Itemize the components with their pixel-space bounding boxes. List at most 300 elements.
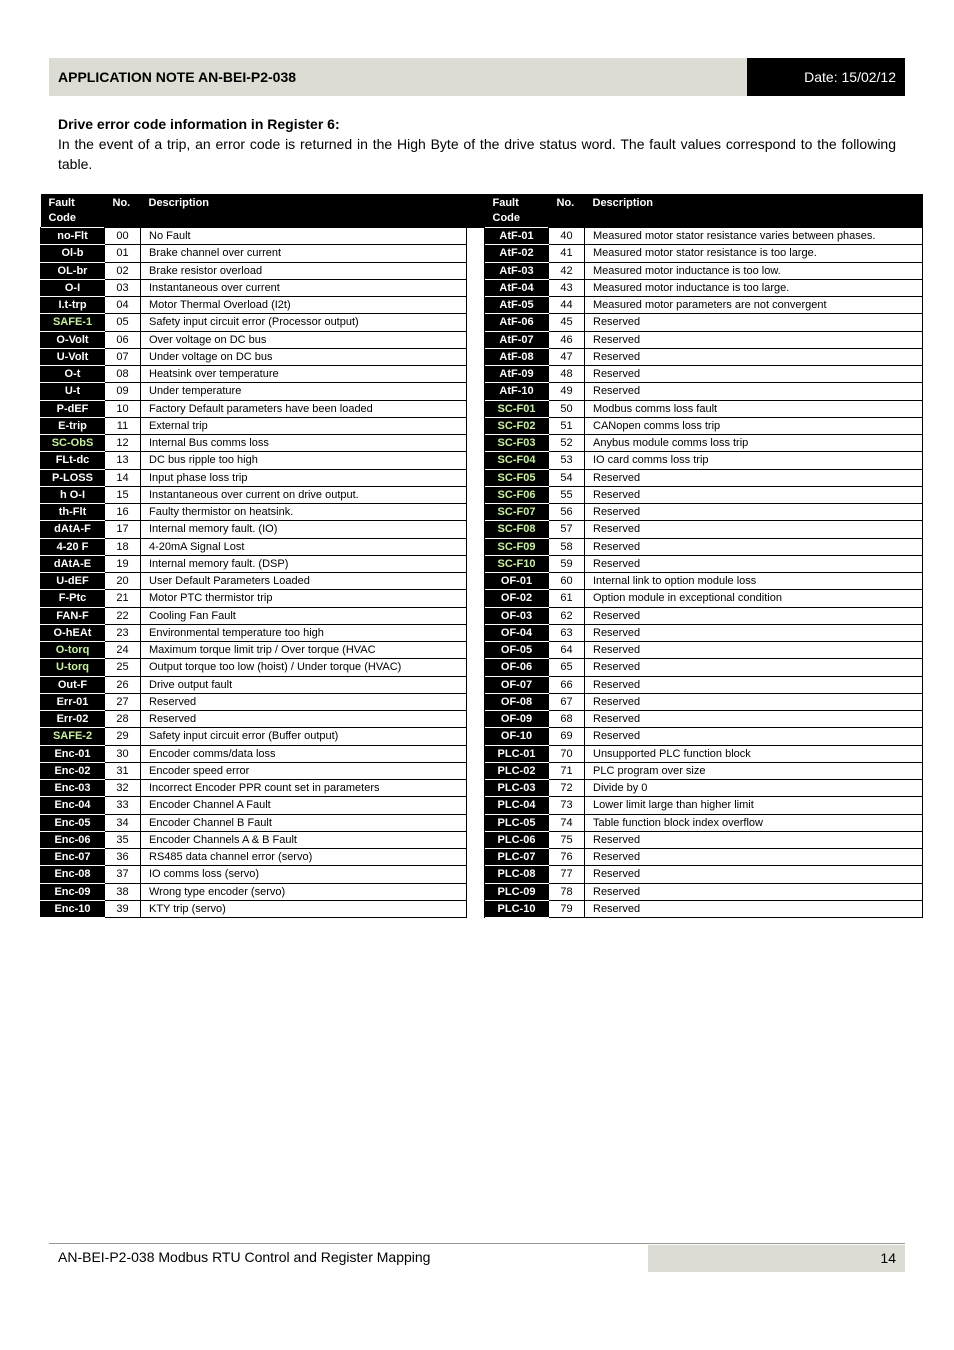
column-gap	[467, 228, 485, 245]
fault-number: 53	[549, 452, 585, 469]
fault-number: 39	[105, 900, 141, 917]
table-row	[41, 693, 923, 710]
column-gap	[467, 435, 485, 452]
table-row	[41, 297, 923, 314]
fault-code: dAtA-F	[41, 521, 105, 538]
fault-code: O-hEAt	[41, 624, 105, 641]
fault-description: Reserved	[585, 504, 923, 521]
fault-description: Instantaneous over current on drive output.	[141, 486, 467, 503]
fault-description: Motor PTC thermistor trip	[141, 590, 467, 607]
fault-number: 09	[105, 383, 141, 400]
fault-number: 33	[105, 797, 141, 814]
fault-code: SC-F08	[485, 521, 549, 538]
fault-code: PLC-08	[485, 866, 549, 883]
fault-number: 62	[549, 607, 585, 624]
fault-code: th-Flt	[41, 504, 105, 521]
header-no: No.	[105, 194, 141, 228]
column-gap	[467, 504, 485, 521]
fault-number: 30	[105, 745, 141, 762]
fault-description: Reserved	[585, 883, 923, 900]
fault-table-body	[41, 228, 923, 918]
fault-code: OF-08	[485, 693, 549, 710]
column-gap	[467, 900, 485, 917]
fault-number: 10	[105, 400, 141, 417]
fault-description: Safety input circuit error (Processor output)	[141, 314, 467, 331]
header-description: Description	[585, 194, 923, 228]
fault-number: 23	[105, 624, 141, 641]
fault-code: h O-I	[41, 486, 105, 503]
fault-number: 51	[549, 417, 585, 434]
table-row	[41, 348, 923, 365]
fault-code: Enc-02	[41, 762, 105, 779]
fault-number: 08	[105, 366, 141, 383]
fault-description: Divide by 0	[585, 780, 923, 797]
fault-number: 55	[549, 486, 585, 503]
fault-number: 67	[549, 693, 585, 710]
fault-code: Err-01	[41, 693, 105, 710]
fault-description: Brake resistor overload	[141, 262, 467, 279]
fault-number: 59	[549, 555, 585, 572]
fault-code: PLC-06	[485, 831, 549, 848]
fault-description: Reserved	[585, 900, 923, 917]
column-gap	[467, 486, 485, 503]
fault-description: Reserved	[585, 486, 923, 503]
column-gap	[467, 745, 485, 762]
fault-number: 60	[549, 573, 585, 590]
fault-code: PLC-10	[485, 900, 549, 917]
table-row	[41, 245, 923, 262]
column-gap	[467, 659, 485, 676]
footer-divider	[49, 1243, 905, 1244]
fault-code: Enc-05	[41, 814, 105, 831]
fault-number: 58	[549, 538, 585, 555]
page-number: 14	[648, 1245, 905, 1272]
fault-number: 03	[105, 279, 141, 296]
fault-code: Enc-06	[41, 831, 105, 848]
fault-number: 19	[105, 555, 141, 572]
intro-paragraph: In the event of a trip, an error code is returned in the High Byte of the drive status word. The fault values correspond to the following table.	[58, 136, 896, 172]
fault-number: 57	[549, 521, 585, 538]
column-gap	[467, 590, 485, 607]
fault-description: Drive output fault	[141, 676, 467, 693]
fault-code: AtF-08	[485, 348, 549, 365]
column-gap	[467, 573, 485, 590]
fault-code: Ol-b	[41, 245, 105, 262]
fault-description: Cooling Fan Fault	[141, 607, 467, 624]
table-row	[41, 435, 923, 452]
fault-code: OF-03	[485, 607, 549, 624]
fault-number: 14	[105, 469, 141, 486]
fault-code: SC-F09	[485, 538, 549, 555]
fault-description: Over voltage on DC bus	[141, 331, 467, 348]
fault-description: External trip	[141, 417, 467, 434]
fault-code: OF-07	[485, 676, 549, 693]
fault-code: FLt-dc	[41, 452, 105, 469]
fault-number: 31	[105, 762, 141, 779]
table-row	[41, 521, 923, 538]
fault-number: 56	[549, 504, 585, 521]
fault-code: E-trip	[41, 417, 105, 434]
table-row	[41, 831, 923, 848]
table-row	[41, 573, 923, 590]
fault-code: AtF-09	[485, 366, 549, 383]
fault-description: KTY trip (servo)	[141, 900, 467, 917]
fault-description: Input phase loss trip	[141, 469, 467, 486]
column-gap	[467, 642, 485, 659]
column-gap	[467, 711, 485, 728]
fault-description: Encoder comms/data loss	[141, 745, 467, 762]
column-gap	[467, 262, 485, 279]
fault-description: User Default Parameters Loaded	[141, 573, 467, 590]
fault-description: Reserved	[585, 348, 923, 365]
fault-number: 52	[549, 435, 585, 452]
fault-number: 20	[105, 573, 141, 590]
table-row	[41, 262, 923, 279]
fault-code: SC-F02	[485, 417, 549, 434]
fault-description: Reserved	[585, 849, 923, 866]
fault-description: Encoder Channel B Fault	[141, 814, 467, 831]
fault-code-table	[40, 194, 923, 918]
table-row	[41, 590, 923, 607]
fault-description: Reserved	[585, 659, 923, 676]
fault-description: Reserved	[141, 693, 467, 710]
column-gap	[467, 538, 485, 555]
fault-number: 18	[105, 538, 141, 555]
fault-description: RS485 data channel error (servo)	[141, 849, 467, 866]
table-row	[41, 849, 923, 866]
fault-code: P-LOSS	[41, 469, 105, 486]
fault-number: 76	[549, 849, 585, 866]
table-row	[41, 279, 923, 296]
fault-code: AtF-04	[485, 279, 549, 296]
column-gap	[467, 297, 485, 314]
fault-description: Faulty thermistor on heatsink.	[141, 504, 467, 521]
column-gap	[467, 780, 485, 797]
column-gap	[467, 452, 485, 469]
fault-description: Output torque too low (hoist) / Under torque (HVAC)	[141, 659, 467, 676]
fault-description: Brake channel over current	[141, 245, 467, 262]
fault-code: SC-F06	[485, 486, 549, 503]
fault-code: O-I	[41, 279, 105, 296]
fault-code: U-t	[41, 383, 105, 400]
fault-description: Reserved	[585, 693, 923, 710]
table-row	[41, 331, 923, 348]
fault-code: PLC-01	[485, 745, 549, 762]
fault-number: 72	[549, 780, 585, 797]
fault-description: Reserved	[585, 331, 923, 348]
fault-description: Encoder speed error	[141, 762, 467, 779]
fault-code: 4-20 F	[41, 538, 105, 555]
fault-description: DC bus ripple too high	[141, 452, 467, 469]
table-row	[41, 452, 923, 469]
fault-number: 73	[549, 797, 585, 814]
fault-number: 61	[549, 590, 585, 607]
table-row	[41, 400, 923, 417]
fault-description: Lower limit large than higher limit	[585, 797, 923, 814]
table-row	[41, 642, 923, 659]
column-gap	[467, 555, 485, 572]
document-date: Date: 15/02/12	[747, 58, 905, 96]
fault-code: OF-04	[485, 624, 549, 641]
fault-code: F-Ptc	[41, 590, 105, 607]
column-gap	[467, 693, 485, 710]
table-row	[41, 538, 923, 555]
column-gap	[467, 831, 485, 848]
fault-description: Measured motor inductance is too low.	[585, 262, 923, 279]
fault-code: U-torq	[41, 659, 105, 676]
fault-description: Reserved	[585, 624, 923, 641]
fault-number: 79	[549, 900, 585, 917]
fault-code: PLC-05	[485, 814, 549, 831]
table-row	[41, 780, 923, 797]
fault-code: PLC-04	[485, 797, 549, 814]
fault-code: SC-F01	[485, 400, 549, 417]
fault-description: Reserved	[585, 831, 923, 848]
fault-description: Modbus comms loss fault	[585, 400, 923, 417]
column-gap	[467, 348, 485, 365]
fault-number: 07	[105, 348, 141, 365]
table-row	[41, 797, 923, 814]
fault-number: 32	[105, 780, 141, 797]
fault-code: PLC-07	[485, 849, 549, 866]
column-gap	[467, 245, 485, 262]
fault-number: 48	[549, 366, 585, 383]
fault-description: Reserved	[585, 728, 923, 745]
fault-description: Encoder Channel A Fault	[141, 797, 467, 814]
fault-code: OL-br	[41, 262, 105, 279]
column-gap	[467, 624, 485, 641]
fault-description: Maximum torque limit trip / Over torque (HVAC	[141, 642, 467, 659]
column-gap	[467, 883, 485, 900]
fault-number: 11	[105, 417, 141, 434]
table-row	[41, 866, 923, 883]
column-gap	[467, 331, 485, 348]
fault-number: 37	[105, 866, 141, 883]
fault-description: Under temperature	[141, 383, 467, 400]
fault-code: O-Volt	[41, 331, 105, 348]
header-gap	[467, 194, 485, 228]
fault-number: 06	[105, 331, 141, 348]
column-gap	[467, 314, 485, 331]
fault-number: 25	[105, 659, 141, 676]
column-gap	[467, 279, 485, 296]
fault-description: Instantaneous over current	[141, 279, 467, 296]
fault-description: Unsupported PLC function block	[585, 745, 923, 762]
fault-number: 15	[105, 486, 141, 503]
table-row	[41, 228, 923, 245]
fault-number: 42	[549, 262, 585, 279]
fault-code: U-Volt	[41, 348, 105, 365]
table-row	[41, 900, 923, 917]
fault-description: Internal memory fault. (IO)	[141, 521, 467, 538]
fault-number: 44	[549, 297, 585, 314]
fault-code: P-dEF	[41, 400, 105, 417]
fault-number: 77	[549, 866, 585, 883]
column-gap	[467, 469, 485, 486]
table-row	[41, 417, 923, 434]
column-gap	[467, 417, 485, 434]
fault-code: AtF-02	[485, 245, 549, 262]
fault-code: AtF-07	[485, 331, 549, 348]
fault-description: Environmental temperature too high	[141, 624, 467, 641]
column-gap	[467, 866, 485, 883]
fault-code: Enc-08	[41, 866, 105, 883]
table-row	[41, 711, 923, 728]
table-row	[41, 728, 923, 745]
fault-description: Factory Default parameters have been loaded	[141, 400, 467, 417]
fault-number: 22	[105, 607, 141, 624]
section-title: Drive error code information in Register 6:	[58, 116, 340, 132]
fault-description: Reserved	[585, 711, 923, 728]
fault-description: Reserved	[585, 314, 923, 331]
fault-number: 64	[549, 642, 585, 659]
fault-number: 69	[549, 728, 585, 745]
fault-description: Measured motor parameters are not convergent	[585, 297, 923, 314]
column-gap	[467, 366, 485, 383]
fault-code: FAN-F	[41, 607, 105, 624]
fault-description: IO comms loss (servo)	[141, 866, 467, 883]
table-row	[41, 366, 923, 383]
fault-code: Enc-10	[41, 900, 105, 917]
fault-number: 05	[105, 314, 141, 331]
fault-code: Enc-03	[41, 780, 105, 797]
fault-number: 46	[549, 331, 585, 348]
fault-number: 43	[549, 279, 585, 296]
table-row	[41, 607, 923, 624]
fault-number: 12	[105, 435, 141, 452]
footer-title: AN-BEI-P2-038 Modbus RTU Control and Register Mapping	[58, 1249, 431, 1265]
fault-number: 47	[549, 348, 585, 365]
table-row	[41, 762, 923, 779]
fault-number: 78	[549, 883, 585, 900]
fault-description: Reserved	[585, 607, 923, 624]
fault-code: OF-06	[485, 659, 549, 676]
fault-description: Internal memory fault. (DSP)	[141, 555, 467, 572]
fault-code: Enc-01	[41, 745, 105, 762]
fault-description: IO card comms loss trip	[585, 452, 923, 469]
fault-number: 70	[549, 745, 585, 762]
table-row	[41, 659, 923, 676]
fault-code: SC-F03	[485, 435, 549, 452]
fault-number: 02	[105, 262, 141, 279]
fault-description: Reserved	[585, 469, 923, 486]
fault-number: 26	[105, 676, 141, 693]
fault-number: 13	[105, 452, 141, 469]
fault-code: OF-05	[485, 642, 549, 659]
fault-number: 36	[105, 849, 141, 866]
column-gap	[467, 762, 485, 779]
page-header	[49, 58, 905, 96]
column-gap	[467, 728, 485, 745]
fault-code: SAFE-1	[41, 314, 105, 331]
table-row	[41, 469, 923, 486]
fault-code: SC-F10	[485, 555, 549, 572]
fault-number: 66	[549, 676, 585, 693]
fault-number: 28	[105, 711, 141, 728]
table-header-row	[41, 194, 923, 228]
table-row	[41, 883, 923, 900]
table-row	[41, 314, 923, 331]
fault-number: 40	[549, 228, 585, 245]
fault-code: SC-F07	[485, 504, 549, 521]
fault-description: Measured motor stator resistance varies between phases.	[585, 228, 923, 245]
fault-code: AtF-05	[485, 297, 549, 314]
fault-code: OF-10	[485, 728, 549, 745]
fault-code: Out-F	[41, 676, 105, 693]
fault-code: no-Flt	[41, 228, 105, 245]
fault-code: OF-01	[485, 573, 549, 590]
fault-description: PLC program over size	[585, 762, 923, 779]
fault-code: SC-F05	[485, 469, 549, 486]
header-fault-code: Fault Code	[41, 194, 105, 228]
fault-number: 00	[105, 228, 141, 245]
fault-description: 4-20mA Signal Lost	[141, 538, 467, 555]
fault-description: Reserved	[585, 538, 923, 555]
fault-code: Enc-09	[41, 883, 105, 900]
header-description: Description	[141, 194, 467, 228]
fault-number: 27	[105, 693, 141, 710]
fault-description: CANopen comms loss trip	[585, 417, 923, 434]
fault-code: AtF-03	[485, 262, 549, 279]
fault-code: Enc-04	[41, 797, 105, 814]
column-gap	[467, 814, 485, 831]
fault-description: Safety input circuit error (Buffer output)	[141, 728, 467, 745]
fault-number: 45	[549, 314, 585, 331]
fault-description: Reserved	[585, 642, 923, 659]
fault-description: Measured motor inductance is too large.	[585, 279, 923, 296]
fault-number: 68	[549, 711, 585, 728]
fault-code: O-torq	[41, 642, 105, 659]
fault-description: Under voltage on DC bus	[141, 348, 467, 365]
fault-description: Motor Thermal Overload (I2t)	[141, 297, 467, 314]
fault-description: Reserved	[585, 383, 923, 400]
fault-number: 16	[105, 504, 141, 521]
column-gap	[467, 400, 485, 417]
fault-description: Wrong type encoder (servo)	[141, 883, 467, 900]
document-title: APPLICATION NOTE AN-BEI-P2-038	[58, 69, 297, 85]
fault-description: Anybus module comms loss trip	[585, 435, 923, 452]
table-row	[41, 555, 923, 572]
table-row	[41, 504, 923, 521]
fault-description: Option module in exceptional condition	[585, 590, 923, 607]
fault-code: SC-ObS	[41, 435, 105, 452]
fault-description: Reserved	[585, 521, 923, 538]
fault-code: O-t	[41, 366, 105, 383]
fault-description: Reserved	[585, 555, 923, 572]
table-row	[41, 745, 923, 762]
header-fault-code: Fault Code	[485, 194, 549, 228]
fault-description: Measured motor stator resistance is too large.	[585, 245, 923, 262]
fault-number: 17	[105, 521, 141, 538]
table-row	[41, 486, 923, 503]
fault-description: Encoder Channels A & B Fault	[141, 831, 467, 848]
fault-code: Enc-07	[41, 849, 105, 866]
fault-code: SC-F04	[485, 452, 549, 469]
header-no: No.	[549, 194, 585, 228]
fault-description: Table function block index overflow	[585, 814, 923, 831]
fault-description: No Fault	[141, 228, 467, 245]
fault-code: PLC-02	[485, 762, 549, 779]
fault-code: OF-09	[485, 711, 549, 728]
fault-number: 34	[105, 814, 141, 831]
column-gap	[467, 797, 485, 814]
column-gap	[467, 849, 485, 866]
fault-description: Internal Bus comms loss	[141, 435, 467, 452]
fault-number: 38	[105, 883, 141, 900]
table-row	[41, 676, 923, 693]
fault-number: 71	[549, 762, 585, 779]
fault-number: 24	[105, 642, 141, 659]
